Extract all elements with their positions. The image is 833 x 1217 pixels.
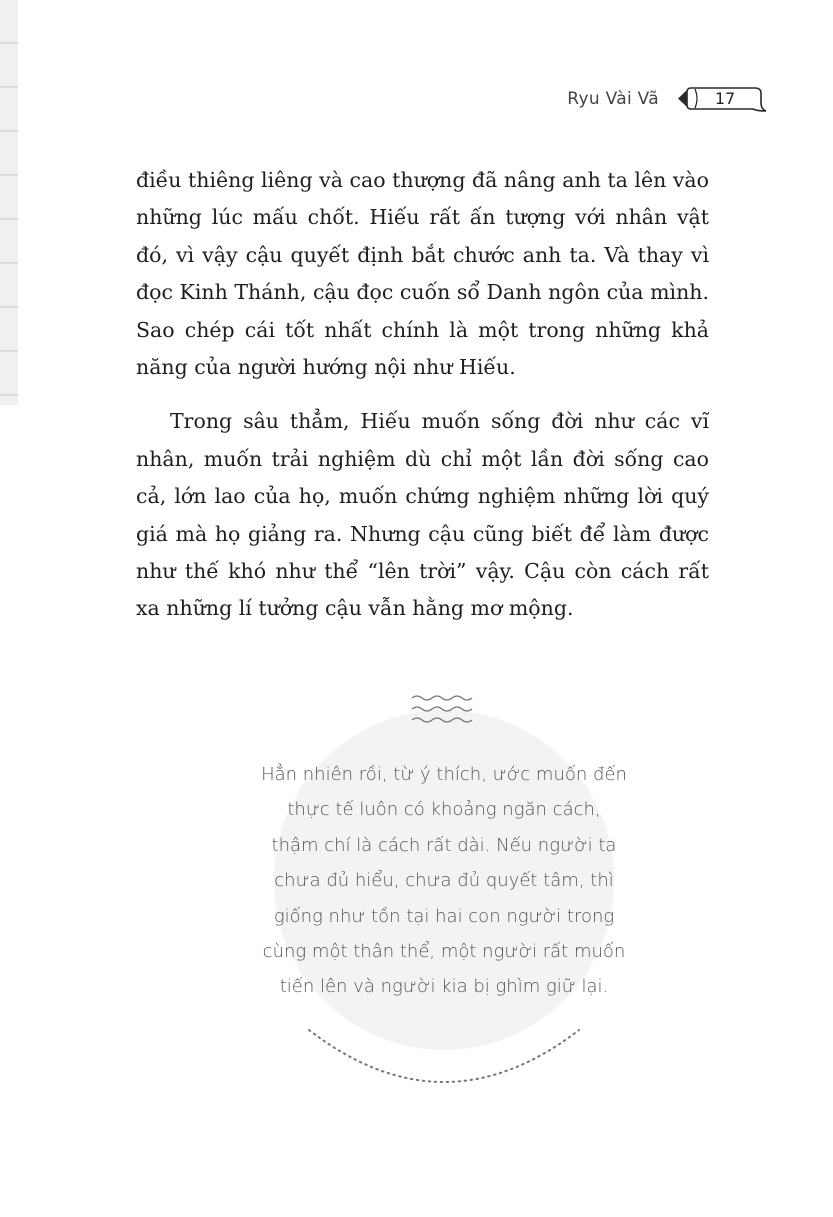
quote-line: cùng một thân thể, một người rất muốn — [262, 941, 626, 963]
paragraph: Trong sâu thẳm, Hiếu muốn sống đời như các vĩ nhân, muốn trải nghiệm dù chỉ một lần đời sống cao cả, lớn lao của họ, muốn chứng nghiệm những lời quý giá mà họ giảng ra. Nhưng cậu cũng biết để làm được như thế khó như thể “lên trời” vậy. Cậu còn cách rất xa những lí tưởng cậu vẫn hằng mơ mộng. — [136, 409, 709, 621]
quote-line: thậm chí là cách rất dài. Nếu người ta — [271, 834, 617, 856]
body-text — [136, 162, 709, 645]
pull-quote — [225, 757, 663, 1005]
dotted-arc-icon — [305, 1024, 583, 1086]
wave-icon — [410, 692, 478, 726]
quote-line: thực tế luôn có khoảng ngăn cách, — [287, 799, 601, 821]
notebook-edge-strip — [0, 0, 18, 405]
page-number: 17 — [714, 89, 736, 108]
quote-line: tiến lên và người kia bị ghìm giữ lại. — [279, 976, 609, 998]
book-title: Ryu Vài Vã — [567, 89, 659, 109]
quote-line: giống như tồn tại hai con người trong — [273, 905, 615, 927]
page-number-badge — [677, 83, 767, 115]
paragraph: điều thiêng liêng và cao thượng đã nâng anh ta lên vào những lúc mấu chốt. Hiếu rất ấn tượng với nhân vật đó, vì vậy cậu quyết định bắt chước anh ta. Và thay vì đọc Kinh Thánh, cậu đọc cuốn sổ Danh ngôn của mình. Sao chép cái tốt nhất chính là một trong những khả năng của người hướng nội như Hiếu. — [136, 168, 709, 380]
running-header — [567, 83, 767, 115]
quote-line: Hẳn nhiên rồi, từ ý thích, ước muốn đến — [261, 764, 627, 785]
quote-line: chưa đủ hiểu, chưa đủ quyết tâm, thì — [274, 870, 614, 892]
